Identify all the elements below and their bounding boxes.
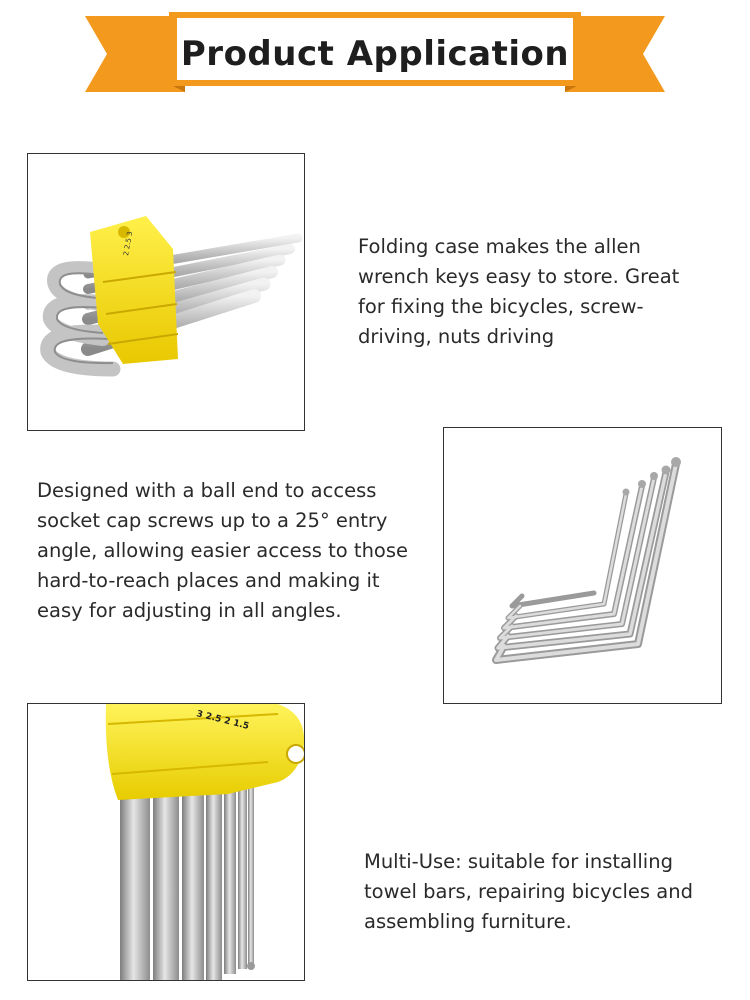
folding-case-description: Folding case makes the allen wrench keys easy to store. Great for fixing the bicycles, screw-driving, nuts driving [358, 235, 680, 348]
title-banner [85, 12, 665, 100]
ball-end-description: Designed with a ball end to access socket cap screws up to a 25° entry angle, allowing easier access to those hard-to-reach places and making it easy for adjusting in all angles. [37, 479, 409, 622]
hex-key-holder-closeup-image [27, 703, 305, 981]
page-title: Product Application [180, 34, 570, 74]
folding-case-hex-keys-image [27, 153, 305, 431]
ball-end-hex-keys-image [443, 427, 722, 704]
svg-text:3 2.5 2 1.5: 3 2.5 2 1.5 [195, 709, 250, 732]
svg-text:2 2.5 3: 2 2.5 3 [122, 230, 135, 257]
multi-use-description: Multi-Use: suitable for installing towel bars, repairing bicycles and assembling furniture. [364, 850, 693, 933]
